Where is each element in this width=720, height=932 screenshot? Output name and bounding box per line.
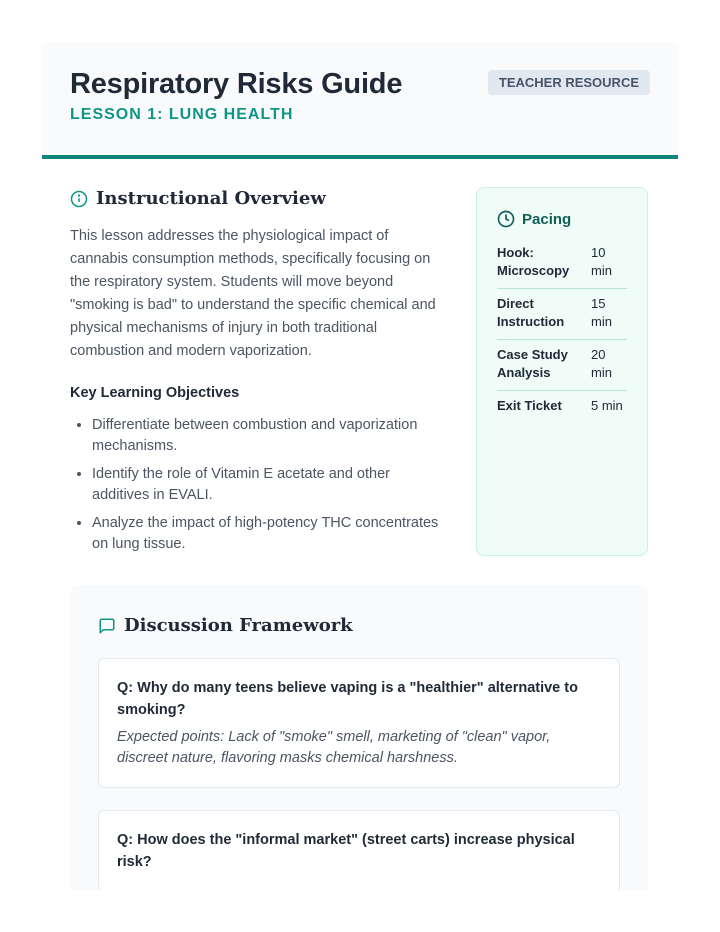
pacing-row [497, 340, 627, 391]
discussion-heading-text: Discussion Framework [124, 615, 353, 636]
list-item: • Identify the role of Vitamin E acetate and other additives in EVALI. [92, 464, 440, 506]
resource-badge: TEACHER RESOURCE [488, 70, 650, 95]
pacing-time: 10 min [591, 245, 612, 278]
info-icon [70, 190, 88, 208]
chat-icon [98, 617, 116, 635]
discussion-heading [98, 615, 620, 636]
pacing-panel [476, 187, 648, 556]
list-item: • Analyze the impact of high-potency THC concentrates on lung tissue. [92, 513, 440, 555]
question-card [98, 658, 620, 788]
objectives-heading: Key Learning Objectives [70, 385, 240, 401]
objectives-list [70, 415, 440, 555]
instructional-overview [70, 188, 440, 562]
header [42, 42, 678, 159]
pacing-time: 5 min [591, 398, 623, 413]
question-text: Q: How does the "informal market" (street carts) increase physical risk? [117, 832, 575, 870]
question-text: Q: Why do many teens believe vaping is a "healthier" alternative to smoking? [117, 680, 578, 718]
page-title: Respiratory Risks Guide [70, 68, 403, 100]
pacing-heading-text: Pacing [522, 210, 572, 228]
lesson-subtitle: LESSON 1: LUNG HEALTH [70, 106, 294, 123]
pacing-time: 20 min [591, 347, 612, 380]
question-card [98, 810, 620, 890]
pacing-row [497, 289, 627, 340]
pacing-activity: Exit Ticket [497, 398, 562, 413]
discussion-framework [70, 585, 648, 890]
list-item: • Differentiate between combustion and vaporization mechanisms. [92, 415, 440, 457]
pacing-activity: Case Study Analysis [497, 347, 568, 380]
clock-icon [497, 210, 515, 228]
pacing-activity: Hook: Microscopy [497, 245, 570, 278]
overview-heading [70, 188, 440, 209]
overview-heading-text: Instructional Overview [96, 188, 326, 209]
pacing-row [497, 391, 627, 423]
pacing-row [497, 238, 627, 289]
document-page [42, 42, 678, 890]
pacing-heading [497, 210, 627, 228]
overview-text: This lesson addresses the physiological impact of cannabis consumption methods, specifically focusing on the respiratory system. Students will move beyond "smoking is bad" to understand the specific chemical and physical mechanisms of injury in both traditional combustion and modern vaporization. [70, 228, 436, 359]
pacing-activity: Direct Instruction [497, 296, 565, 329]
pacing-time: 15 min [591, 296, 612, 329]
expected-answer: Expected points: Lack of "smoke" smell, marketing of "clean" vapor, discreet nature, flavoring masks chemical harshness. [117, 729, 551, 766]
